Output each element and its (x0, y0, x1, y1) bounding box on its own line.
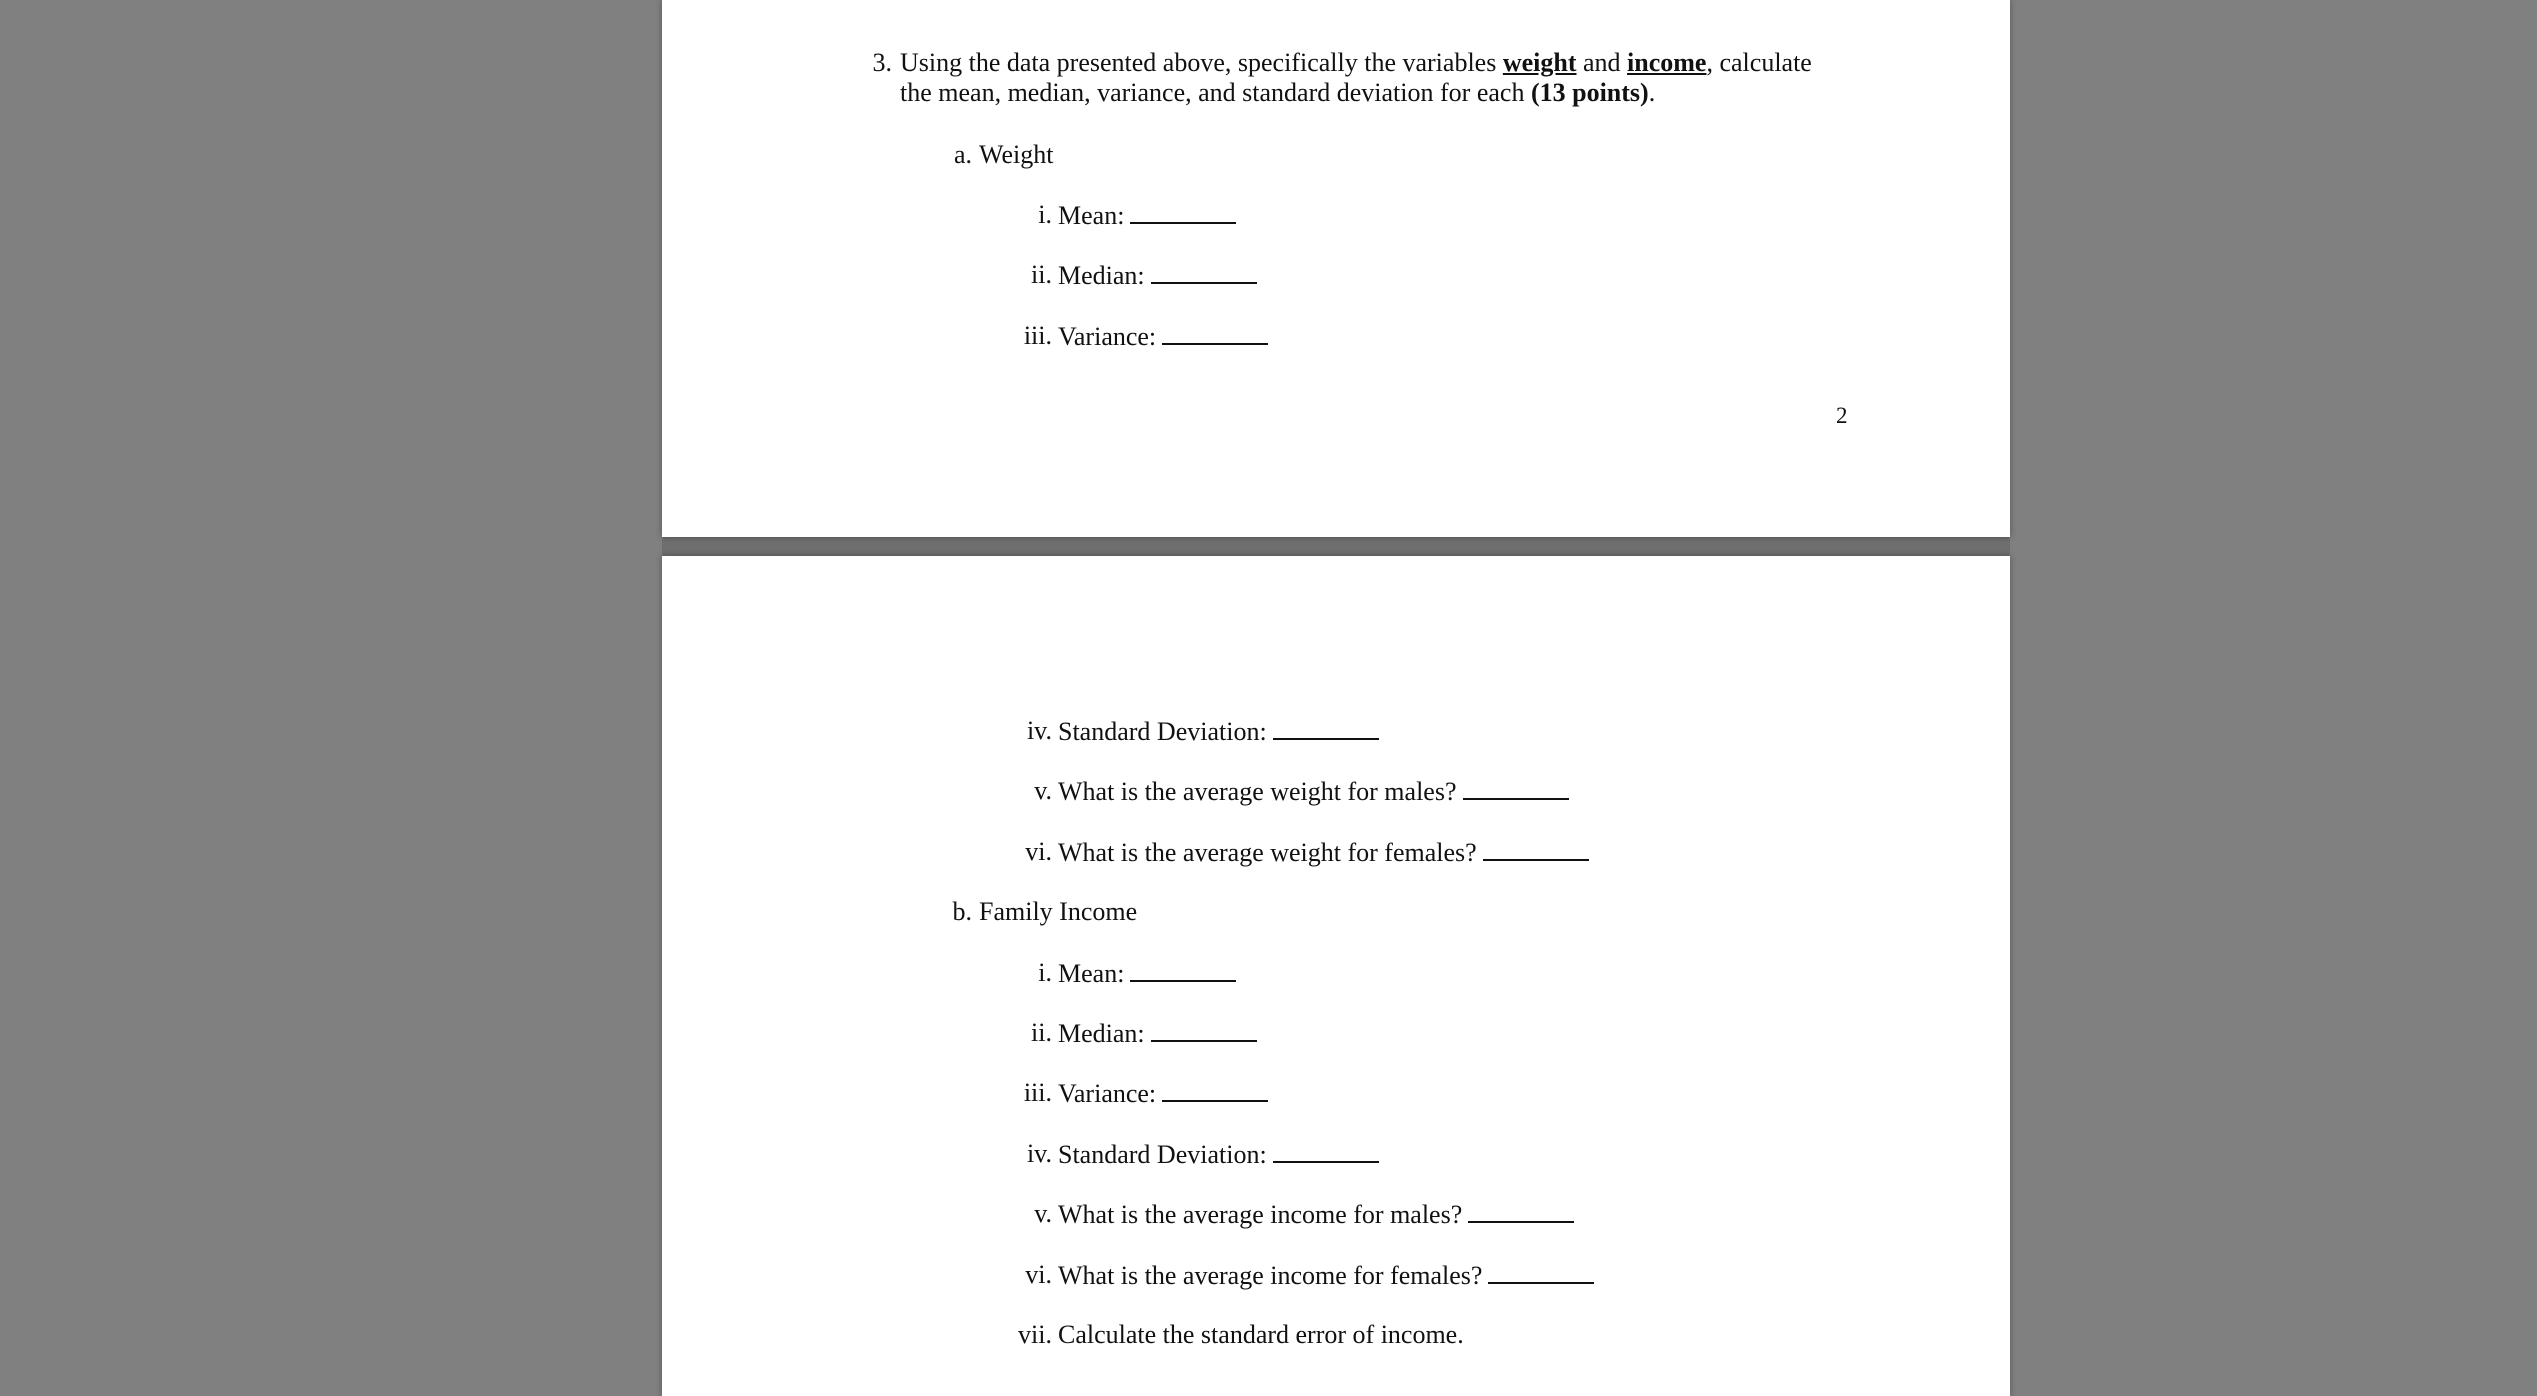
item-marker: vii. (1018, 1320, 1052, 1349)
income-males-item: What is the average income for males? (1058, 1199, 1574, 1230)
answer-blank[interactable] (1483, 837, 1589, 861)
answer-blank[interactable] (1273, 1139, 1379, 1163)
section-b-marker: b. (952, 897, 972, 926)
item-marker: iii. (1023, 321, 1052, 350)
income-se-item: Calculate the standard error of income. (1058, 1320, 1464, 1349)
income-mean-item: Mean: (1058, 958, 1236, 989)
page-gap (662, 537, 2010, 556)
item-marker: i. (1038, 958, 1052, 987)
answer-blank[interactable] (1130, 200, 1236, 224)
answer-blank[interactable] (1130, 958, 1236, 982)
answer-blank[interactable] (1162, 321, 1268, 345)
item-marker: vi. (1025, 1260, 1052, 1289)
points-label: (13 points) (1530, 78, 1649, 107)
item-marker: vi. (1025, 837, 1052, 866)
income-variance-item: Variance: (1058, 1078, 1268, 1109)
item-marker: i. (1038, 200, 1052, 229)
income-females-item: What is the average income for females? (1058, 1260, 1594, 1291)
income-sd-item: Standard Deviation: (1058, 1139, 1379, 1170)
answer-blank[interactable] (1468, 1199, 1574, 1223)
var-weight: weight (1502, 48, 1577, 77)
question-line-2: the mean, median, variance, and standard deviation for each (13 points). (900, 78, 1656, 107)
section-a-marker: a. (953, 140, 972, 169)
document-page-2 (662, 0, 2010, 537)
var-income: income (1627, 48, 1707, 77)
income-median-item: Median: (1058, 1018, 1257, 1049)
item-marker: iii. (1023, 1078, 1052, 1107)
answer-blank[interactable] (1162, 1078, 1268, 1102)
item-marker: iv. (1026, 1139, 1052, 1168)
answer-blank[interactable] (1463, 776, 1569, 800)
question-number: 3. (872, 48, 892, 77)
weight-variance-item: Variance: (1058, 321, 1268, 352)
weight-median-item: Median: (1058, 260, 1257, 291)
weight-males-item: What is the average weight for males? (1058, 776, 1569, 807)
weight-females-item: What is the average weight for females? (1058, 837, 1589, 868)
answer-blank[interactable] (1151, 1018, 1257, 1042)
section-b-label: Family Income (979, 897, 1138, 926)
item-marker: ii. (1031, 260, 1052, 289)
answer-blank[interactable] (1151, 260, 1257, 284)
item-marker: ii. (1031, 1018, 1052, 1047)
item-marker: v. (1034, 776, 1052, 805)
section-a-label: Weight (979, 140, 1054, 169)
page-number: 2 (1836, 403, 1848, 428)
question-line-1: Using the data presented above, specifically the variables weight and income, calculate (900, 48, 1812, 77)
item-marker: v. (1034, 1199, 1052, 1228)
weight-mean-item: Mean: (1058, 200, 1236, 231)
answer-blank[interactable] (1488, 1260, 1594, 1284)
answer-blank[interactable] (1273, 716, 1379, 740)
item-marker: iv. (1026, 716, 1052, 745)
weight-sd-item: Standard Deviation: (1058, 716, 1379, 747)
document-page-3 (662, 556, 2010, 1396)
